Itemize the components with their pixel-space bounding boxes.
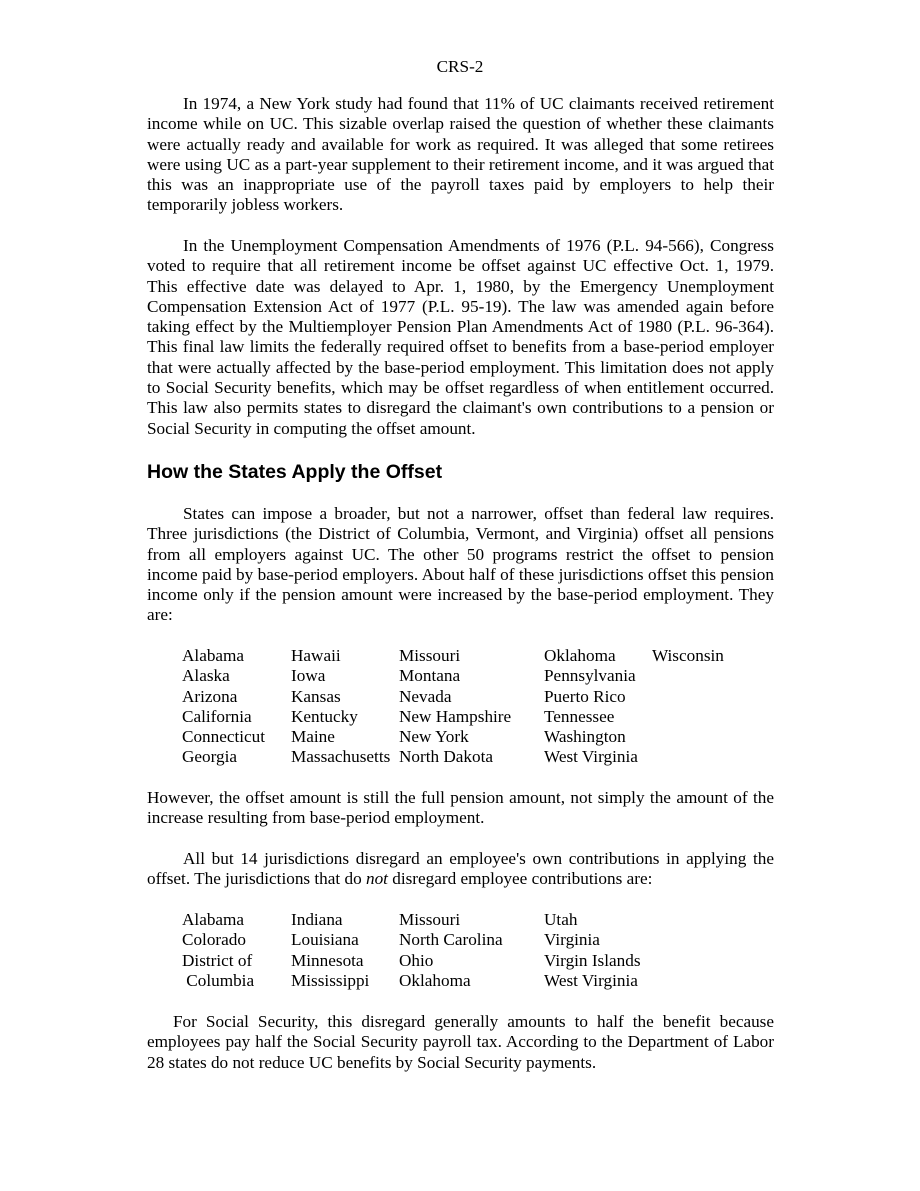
table-row: [182, 727, 782, 747]
table-cell: Alabama: [182, 646, 245, 665]
states-table-2: [182, 910, 782, 991]
table-cell: Alaska: [182, 666, 230, 686]
table-cell: North Carolina: [399, 930, 503, 950]
table-cell: Hawaii: [291, 646, 341, 665]
table-cell: West Virginia: [544, 747, 638, 767]
paragraph-5-text-b: disregard employee contributions are:: [387, 869, 653, 889]
table-cell: Columbia: [182, 970, 255, 990]
paragraph-6: For Social Security, this disregard generally amounts to half the benefit because employees pay half the Social Security payroll tax. According to the Department of Labor 28 states do not reduce UC benefits by Social Security payments.: [147, 1012, 774, 1072]
table-cell: Missouri: [399, 646, 461, 665]
table-row: [182, 951, 782, 971]
table-cell: Minnesota: [291, 950, 364, 970]
table-cell: Montana: [399, 666, 461, 686]
table-cell: New Hampshire: [399, 706, 512, 726]
table-cell: Iowa: [291, 666, 326, 686]
table-row: [182, 747, 782, 767]
table-cell: North Dakota: [399, 747, 494, 767]
table-cell: Oklahoma: [399, 970, 471, 990]
table-cell: District of: [182, 950, 253, 970]
table-row: [182, 971, 782, 991]
table-row: [182, 646, 782, 666]
table-cell: Massachusetts: [291, 747, 391, 767]
table-cell: Ohio: [399, 950, 434, 970]
paragraph-5: [147, 849, 774, 890]
table-cell: Louisiana: [291, 930, 359, 950]
states-table-1: [182, 646, 782, 768]
table-cell: Virgin Islands: [544, 950, 641, 970]
table-cell: Georgia: [182, 747, 238, 767]
table-cell: Kentucky: [291, 706, 358, 726]
table-cell: Mississippi: [291, 970, 370, 990]
paragraph-2: In the Unemployment Compensation Amendments of 1976 (P.L. 94-566), Congress voted to require that all retirement income be offset against UC effective Oct. 1, 1979. This effective date was delayed to Apr. 1, 1980, by the Emergency Unemployment Compensation Extension Act of 1977 (P.L. 95-19). The law was amended again before taking effect by the Multiemployer Pension Plan Amendments Act of 1980 (P.L. 96-364). This final law limits the federally required offset to benefits from a base-period employer that were actually affected by the base-period employment. This limitation does not apply to Social Security benefits, which may be offset regardless of when entitlement occurred. This law also permits states to disregard the claimant's own contributions to a pension or Social Security in computing the offset amount.: [147, 236, 774, 438]
paragraph-1: In 1974, a New York study had found that 11% of UC claimants received retirement income while on UC. This sizable overlap raised the question of whether these claimants were actually ready and available for work as required. It was alleged that some retirees were using UC as a part-year supplement to their retirement income, and it was argued that this was an inappropriate use of the payroll taxes paid by employers to help their temporarily jobless workers.: [147, 94, 774, 215]
table-cell: Nevada: [399, 686, 452, 706]
table-cell: Wisconsin: [652, 646, 724, 665]
paragraph-3: States can impose a broader, but not a narrower, offset than federal law requires. Three jurisdictions (the District of Columbia, Vermont, and Virginia) offset all pensions from all employers against UC. The other 50 programs restrict the offset to pension income paid by base-period employers. About half of these jurisdictions offset this pension income only if the pension amount were increased by the base-period employment. They are:: [147, 504, 774, 625]
paragraph-5-emphasis: not: [365, 869, 388, 889]
table-cell: Puerto Rico: [544, 686, 626, 706]
table-cell: Pennsylvania: [544, 666, 636, 686]
table-cell: Virginia: [544, 930, 600, 950]
table-row: [182, 707, 782, 727]
table-row: [182, 930, 782, 950]
paragraph-5-text-a: All but 14 jurisdictions disregard an employee's own contributions in applying the offset. The jurisdictions that do: [147, 849, 774, 889]
section-heading: How the States Apply the Offset: [147, 461, 443, 483]
table-cell: Missouri: [399, 910, 461, 929]
table-cell: Maine: [291, 727, 335, 747]
page-header: CRS-2: [436, 57, 484, 76]
table-cell: Alabama: [182, 910, 245, 929]
table-cell: West Virginia: [544, 970, 638, 990]
table-cell: Connecticut: [182, 727, 266, 747]
table-row: [182, 687, 782, 707]
table-cell: New York: [399, 727, 469, 747]
table-cell: Utah: [544, 910, 578, 929]
table-cell: Washington: [544, 727, 626, 747]
table-cell: California: [182, 706, 252, 726]
table-cell: Oklahoma: [544, 646, 616, 665]
table-cell: Tennessee: [544, 706, 615, 726]
table-cell: Indiana: [291, 910, 343, 929]
table-cell: Kansas: [291, 686, 341, 706]
table-cell: Colorado: [182, 930, 246, 950]
table-cell: Arizona: [182, 686, 238, 706]
table-row: [182, 666, 782, 686]
table-row: [182, 910, 782, 930]
paragraph-4: However, the offset amount is still the full pension amount, not simply the amount of the increase resulting from base-period employment.: [147, 788, 774, 828]
